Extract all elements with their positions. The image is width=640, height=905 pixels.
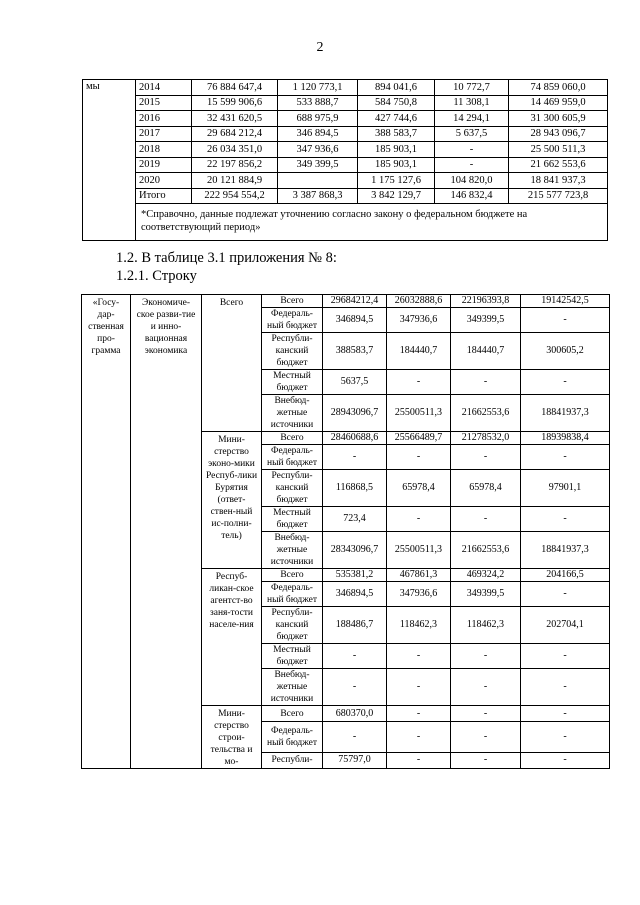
value-cell: 22196393,8	[451, 295, 521, 308]
source-cell: Федераль-ный бюджет	[262, 445, 323, 470]
value-cell: 204166,5	[521, 569, 610, 582]
value-cell: 26032888,6	[387, 295, 451, 308]
table-row	[83, 111, 608, 127]
value-cell: 300605,2	[521, 333, 610, 370]
value-cell: 32 431 620,5	[192, 111, 278, 127]
value-cell: 346 894,5	[278, 126, 358, 142]
value-cell: 688 975,9	[278, 111, 358, 127]
value-cell: 18939838,4	[521, 432, 610, 445]
table-row	[83, 80, 608, 96]
value-cell: -	[387, 669, 451, 706]
value-cell: 202704,1	[521, 607, 610, 644]
value-cell	[278, 173, 358, 189]
value-cell: -	[387, 445, 451, 470]
value-cell: -	[387, 644, 451, 669]
value-cell: 5 637,5	[435, 126, 509, 142]
value-cell: -	[521, 370, 610, 395]
value-cell: -	[451, 445, 521, 470]
value-cell: 222 954 554,2	[192, 188, 278, 204]
value-cell: 5637,5	[323, 370, 387, 395]
value-cell: 533 888,7	[278, 95, 358, 111]
value-cell: -	[387, 370, 451, 395]
value-cell: -	[451, 507, 521, 532]
value-cell: -	[323, 644, 387, 669]
table-row	[83, 142, 608, 158]
value-cell: 21662553,6	[451, 532, 521, 569]
table-row	[83, 173, 608, 189]
value-cell: 29 684 212,4	[192, 126, 278, 142]
value-cell: 25500511,3	[387, 532, 451, 569]
value-cell: -	[521, 722, 610, 753]
value-cell: 427 744,6	[358, 111, 435, 127]
value-cell: -	[521, 445, 610, 470]
source-cell: Всего	[262, 295, 323, 308]
value-cell: -	[451, 706, 521, 722]
executor-cell: Респуб-ликан-ское агентст-во заня-тости населе-ния	[202, 569, 262, 706]
note-cell: *Справочно, данные подлежат уточнению согласно закону о федеральном бюджете на соответствующий период»	[136, 204, 608, 241]
source-cell: Республи-	[262, 752, 323, 768]
value-cell: 469324,2	[451, 569, 521, 582]
value-cell: 1 175 127,6	[358, 173, 435, 189]
value-cell: 723,4	[323, 507, 387, 532]
source-cell: Местный бюджет	[262, 370, 323, 395]
value-cell: 20 121 884,9	[192, 173, 278, 189]
year-cell: 2016	[136, 111, 192, 127]
value-cell: 25566489,7	[387, 432, 451, 445]
value-cell: 346894,5	[323, 582, 387, 607]
value-cell: -	[521, 582, 610, 607]
program-name-cell: Экономиче-ское разви-тие и инно-вационная экономика	[131, 295, 202, 769]
value-cell: 104 820,0	[435, 173, 509, 189]
value-cell: 3 842 129,7	[358, 188, 435, 204]
table-row	[82, 295, 610, 308]
value-cell: 76 884 647,4	[192, 80, 278, 96]
value-cell: 21662553,6	[451, 395, 521, 432]
value-cell: 894 041,6	[358, 80, 435, 96]
value-cell: -	[435, 142, 509, 158]
value-cell: -	[521, 308, 610, 333]
value-cell: -	[521, 644, 610, 669]
value-cell: -	[521, 507, 610, 532]
section-heading: 1.2. В таблице 3.1 приложения № 8:	[116, 250, 337, 266]
value-cell: 97901,1	[521, 470, 610, 507]
program-type-cell: «Госу-дар-ственная про-грамма	[82, 295, 131, 769]
value-cell: -	[435, 157, 509, 173]
table-row	[83, 188, 608, 204]
year-cell: 2017	[136, 126, 192, 142]
value-cell: 22 197 856,2	[192, 157, 278, 173]
value-cell: 74 859 060,0	[509, 80, 608, 96]
row-header-cell: мы	[83, 80, 136, 241]
source-cell: Внебюд-жетные источники	[262, 669, 323, 706]
value-cell: 15 599 906,6	[192, 95, 278, 111]
value-cell: -	[451, 370, 521, 395]
value-cell: -	[323, 669, 387, 706]
year-cell: 2020	[136, 173, 192, 189]
value-cell: 14 294,1	[435, 111, 509, 127]
value-cell: -	[521, 669, 610, 706]
value-cell: 65978,4	[451, 470, 521, 507]
value-cell: 21 662 553,6	[509, 157, 608, 173]
table-row	[83, 157, 608, 173]
value-cell: 184440,7	[387, 333, 451, 370]
value-cell: 347936,6	[387, 308, 451, 333]
value-cell: 349399,5	[451, 582, 521, 607]
value-cell: 188486,7	[323, 607, 387, 644]
value-cell: -	[451, 752, 521, 768]
value-cell: 25 500 511,3	[509, 142, 608, 158]
value-cell: -	[451, 669, 521, 706]
value-cell: 21278532,0	[451, 432, 521, 445]
value-cell: 28943096,7	[323, 395, 387, 432]
value-cell: 184440,7	[451, 333, 521, 370]
program-funding-table	[81, 294, 610, 769]
year-cell: 2015	[136, 95, 192, 111]
value-cell: 388 583,7	[358, 126, 435, 142]
value-cell: 11 308,1	[435, 95, 509, 111]
value-cell: -	[521, 706, 610, 722]
year-cell: Итого	[136, 188, 192, 204]
value-cell: -	[451, 722, 521, 753]
value-cell: 349 399,5	[278, 157, 358, 173]
value-cell: 26 034 351,0	[192, 142, 278, 158]
value-cell: 14 469 959,0	[509, 95, 608, 111]
source-cell: Всего	[262, 569, 323, 582]
source-cell: Местный бюджет	[262, 644, 323, 669]
value-cell: 18841937,3	[521, 395, 610, 432]
value-cell: 584 750,8	[358, 95, 435, 111]
value-cell: 28 943 096,7	[509, 126, 608, 142]
value-cell: -	[387, 752, 451, 768]
value-cell: -	[521, 752, 610, 768]
value-cell: -	[451, 644, 521, 669]
source-cell: Всего	[262, 706, 323, 722]
funding-by-year-table	[82, 79, 608, 241]
year-cell: 2019	[136, 157, 192, 173]
source-cell: Республи-канский бюджет	[262, 607, 323, 644]
value-cell: 19142542,5	[521, 295, 610, 308]
value-cell: 680370,0	[323, 706, 387, 722]
value-cell: 347 936,6	[278, 142, 358, 158]
year-cell: 2014	[136, 80, 192, 96]
source-cell: Республи-канский бюджет	[262, 333, 323, 370]
value-cell: 118462,3	[451, 607, 521, 644]
value-cell: 28343096,7	[323, 532, 387, 569]
source-cell: Республи-канский бюджет	[262, 470, 323, 507]
value-cell: 1 120 773,1	[278, 80, 358, 96]
value-cell: 347936,6	[387, 582, 451, 607]
executor-cell: Мини-стерство строи-тельства и мо-	[202, 706, 262, 769]
value-cell: 18841937,3	[521, 532, 610, 569]
value-cell: 349399,5	[451, 308, 521, 333]
source-cell: Всего	[262, 432, 323, 445]
page-number: 2	[316, 40, 324, 55]
source-cell: Федераль-ный бюджет	[262, 582, 323, 607]
value-cell: 29684212,4	[323, 295, 387, 308]
value-cell: -	[323, 445, 387, 470]
source-cell: Внебюд-жетные источники	[262, 395, 323, 432]
value-cell: 31 300 605,9	[509, 111, 608, 127]
source-cell: Местный бюджет	[262, 507, 323, 532]
value-cell: 215 577 723,8	[509, 188, 608, 204]
value-cell: 28460688,6	[323, 432, 387, 445]
value-cell: 3 387 868,3	[278, 188, 358, 204]
value-cell: 25500511,3	[387, 395, 451, 432]
executor-cell: Всего	[202, 295, 262, 432]
value-cell: -	[387, 722, 451, 753]
source-cell: Федераль-ный бюджет	[262, 308, 323, 333]
value-cell: -	[323, 722, 387, 753]
source-cell: Федераль-ный бюджет	[262, 722, 323, 753]
executor-cell: Мини-стерство эконо-мики Респуб-лики Бурятия (ответ-ствен-ный ис-полни-тель)	[202, 432, 262, 569]
value-cell: 388583,7	[323, 333, 387, 370]
value-cell: 75797,0	[323, 752, 387, 768]
table-row	[83, 95, 608, 111]
value-cell: 467861,3	[387, 569, 451, 582]
value-cell: 146 832,4	[435, 188, 509, 204]
value-cell: 346894,5	[323, 308, 387, 333]
value-cell: 116868,5	[323, 470, 387, 507]
table-row	[83, 126, 608, 142]
source-cell: Внебюд-жетные источники	[262, 532, 323, 569]
value-cell: 10 772,7	[435, 80, 509, 96]
value-cell: 65978,4	[387, 470, 451, 507]
value-cell: 18 841 937,3	[509, 173, 608, 189]
value-cell: -	[387, 706, 451, 722]
value-cell: 185 903,1	[358, 142, 435, 158]
value-cell: 185 903,1	[358, 157, 435, 173]
value-cell: 535381,2	[323, 569, 387, 582]
subsection-heading: 1.2.1. Строку	[116, 268, 197, 284]
value-cell: 118462,3	[387, 607, 451, 644]
year-cell: 2018	[136, 142, 192, 158]
value-cell: -	[387, 507, 451, 532]
note-row	[83, 204, 608, 241]
